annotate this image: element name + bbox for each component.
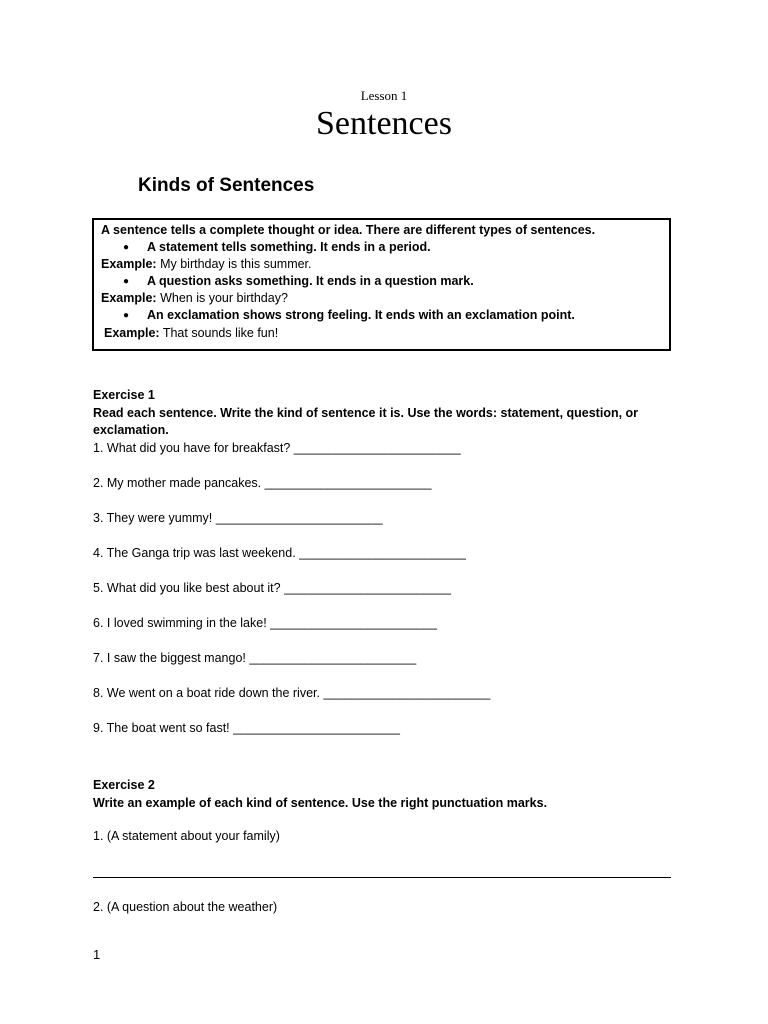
rule-text: A statement tells something. It ends in a period. (147, 239, 431, 254)
bullet-icon: ● (123, 275, 130, 287)
exercise-2-header (93, 776, 683, 812)
question-item: 7. I saw the biggest mango! ________________________ (93, 651, 417, 665)
question-item: 1. What did you have for breakfast? ________________________ (93, 441, 461, 455)
lesson-label: Lesson 1 (360, 88, 408, 103)
example-text: My birthday is this summer. (160, 257, 312, 272)
question-item: 4. The Ganga trip was last weekend. ________________________ (93, 546, 466, 560)
exercise-heading: Exercise 1 (93, 388, 155, 402)
definition-intro: A sentence tells a complete thought or idea. There are different types of sentences. (101, 223, 596, 237)
rule-text: A question asks something. It ends in a question mark. (147, 273, 474, 288)
definition-item-question (101, 273, 661, 291)
exercise-1-header (93, 387, 683, 440)
question-item: 6. I loved swimming in the lake! ________________________ (93, 616, 438, 630)
rule-text: An exclamation shows strong feeling. It ends with an exclamation point. (147, 307, 575, 322)
example-line (101, 290, 661, 307)
example-line (101, 256, 661, 273)
question-item: 3. They were yummy! ________________________ (93, 511, 383, 525)
example-text: That sounds like fun! (162, 325, 279, 340)
example-label: Example: (101, 257, 157, 272)
question-item: 5. What did you like best about it? ________________________ (93, 581, 451, 595)
question-item: 8. We went on a boat ride down the river. ________________________ (93, 686, 491, 700)
page-number: 1 (93, 947, 101, 962)
example-text: When is your birthday? (160, 291, 288, 306)
prompt-item: 2. (A question about the weather) (93, 900, 278, 914)
exercise-heading: Exercise 2 (93, 778, 155, 792)
exercise-instructions: Write an example of each kind of sentence. Use the right punctuation marks. (93, 796, 548, 810)
definition-item-exclamation (101, 307, 661, 325)
definition-box (92, 218, 671, 351)
question-item: 2. My mother made pancakes. ________________________ (93, 476, 432, 490)
bullet-icon: ● (123, 309, 130, 321)
question-item: 9. The boat went so fast! ________________________ (93, 721, 400, 735)
definition-item-statement (101, 239, 661, 257)
example-line (101, 325, 661, 342)
prompt-item: 1. (A statement about your family) (93, 829, 280, 843)
example-label: Example: (101, 291, 157, 306)
example-label: Example: (104, 325, 160, 340)
section-subtitle: Kinds of Sentences (138, 175, 315, 196)
answer-line (93, 877, 671, 878)
page-title: Sentences (316, 105, 452, 142)
bullet-icon: ● (123, 241, 130, 253)
exercise-instructions: Read each sentence. Write the kind of sentence it is. Use the words: statement, question, or exclamation. (93, 405, 639, 438)
